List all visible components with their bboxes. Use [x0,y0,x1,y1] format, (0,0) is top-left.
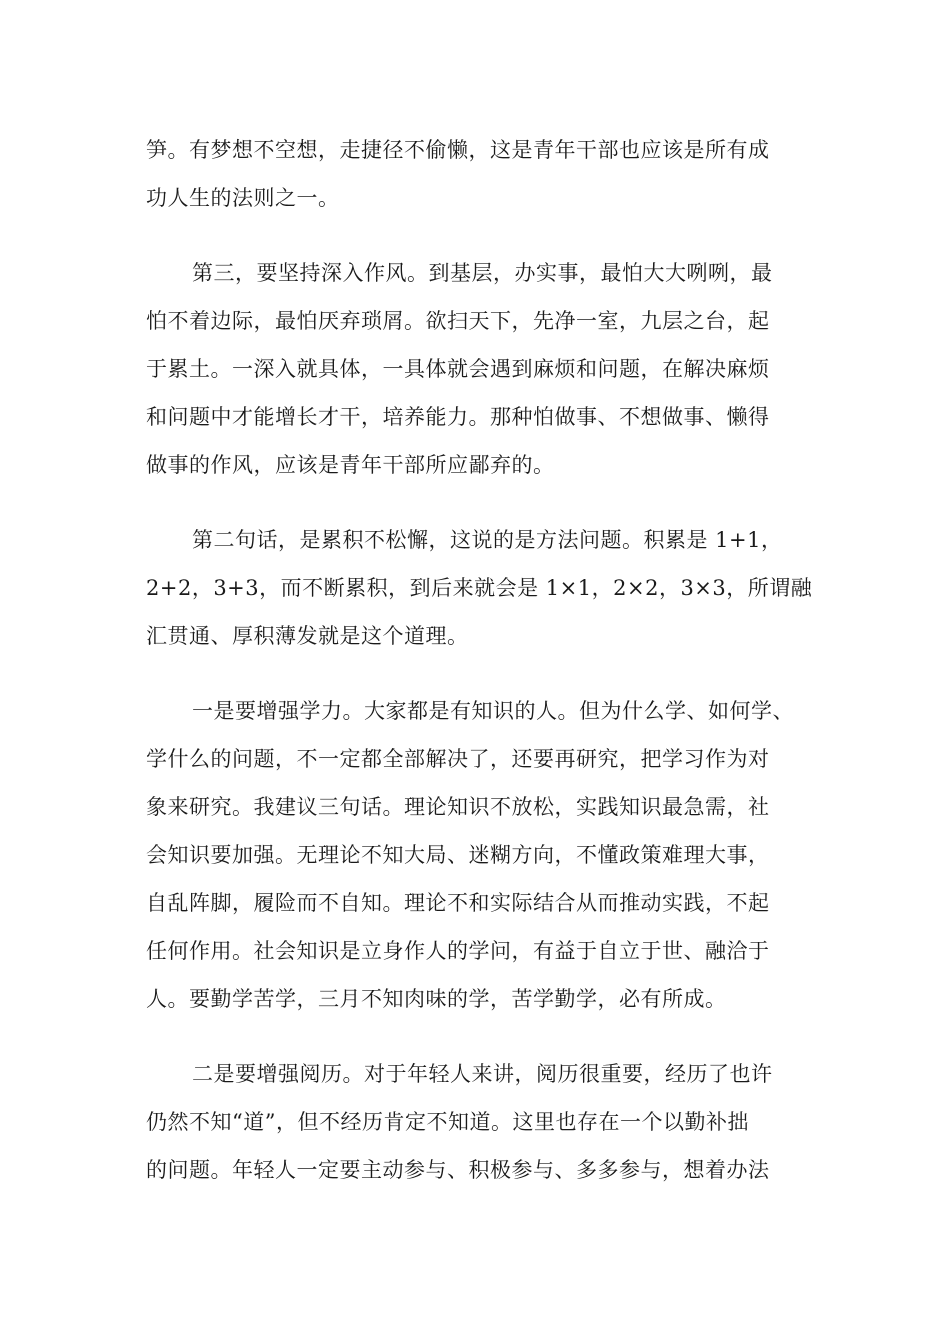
text-line: 学什么的问题，不一定都全部解决了，还要再研究，把学习作为对 [146,747,770,771]
text-line: 任何作用。社会知识是立身作人的学问，有益于自立于世、融洽于 [146,939,770,963]
text-line: 汇贯通、厚积薄发就是这个道理。 [146,624,469,648]
paragraph-gap [146,222,806,249]
paragraph-gap [146,660,806,687]
text-line: 会知识要加强。无理论不知大局、迷糊方向，不懂政策难理大事， [146,843,770,867]
text-line: 人。要勤学苦学，三月不知肉味的学，苦学勤学，必有所成。 [146,987,727,1011]
text-line: 一是要增强学力。大家都是有知识的人。但为什么学、如何学、 [192,699,794,723]
paragraph-gap [146,1023,806,1050]
text-line: 于累土。一深入就具体，一具体就会遇到麻烦和问题，在解决麻烦 [146,357,770,381]
text-line: 做事的作风，应该是青年干部所应鄙弃的。 [146,453,555,477]
text-line: 和问题中才能增长才干，培养能力。那种怕做事、不想做事、懒得 [146,405,770,429]
text-line: 笋。有梦想不空想，走捷径不偷懒，这是青年干部也应该是所有成 [146,138,770,162]
text-line: 2+2，3+3，而不断累积，到后来就会是 1×1，2×2，3×3，所谓融 [146,576,813,600]
paragraph-2 [146,249,806,489]
paragraph-gap [146,489,806,516]
paragraph-1 [146,126,806,222]
paragraph-5 [146,1050,806,1194]
text-line: 怕不着边际，最怕厌弃琐屑。欲扫天下，先净一室，九层之台，起 [146,309,770,333]
text-line: 第三，要坚持深入作风。到基层，办实事，最怕大大咧咧，最 [192,261,773,285]
document-body [146,126,813,1194]
text-line: 仍然不知“道”，但不经历肯定不知道。这里也存在一个以勤补拙 [146,1110,749,1134]
text-line: 功人生的法则之一。 [146,186,340,210]
text-line: 的问题。年轻人一定要主动参与、积极参与、多多参与，想着办法 [146,1158,770,1182]
paragraph-4 [146,687,806,1023]
text-line: 自乱阵脚，履险而不自知。理论不和实际结合从而推动实践，不起 [146,891,770,915]
paragraph-3 [146,516,813,660]
text-line: 象来研究。我建议三句话。理论知识不放松，实践知识最急需，社 [146,795,770,819]
text-line: 第二句话，是累积不松懈，这说的是方法问题。积累是 1+1， [192,528,783,552]
text-line: 二是要增强阅历。对于年轻人来讲，阅历很重要，经历了也许 [192,1062,773,1086]
